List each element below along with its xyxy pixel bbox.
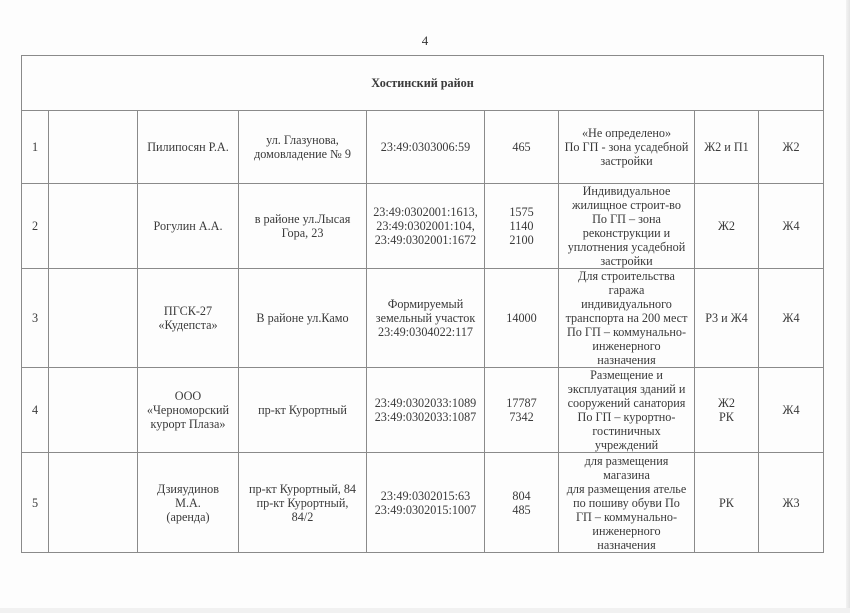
owner-line: Рогулин А.А.: [153, 219, 223, 233]
area-cell: [485, 368, 559, 453]
current-zone-line: РК: [719, 410, 734, 424]
area-line: 804: [512, 488, 531, 503]
owner-cell: [138, 184, 239, 269]
area-line: 465: [512, 140, 531, 154]
permitted-use-line: «Не определено»: [581, 126, 672, 140]
address-line: домовладение № 9: [254, 147, 351, 161]
owner-line: Дзияудинов: [157, 481, 219, 496]
address-line: Гора, 23: [281, 226, 324, 240]
permitted-use-line: магазина: [603, 467, 650, 482]
cadastral-number-line: 23:49:0302015:1007: [374, 502, 477, 517]
current-zone-line: Ж2 и П1: [704, 140, 749, 154]
area-line: 17787: [506, 396, 537, 410]
area-cell: [485, 111, 559, 184]
permitted-use-cell: [559, 184, 695, 269]
area-line: 14000: [506, 311, 537, 325]
address-cell: [239, 453, 367, 553]
district-title-row: [22, 56, 824, 111]
permitted-use-line: По ГП – коммунально-: [566, 325, 686, 339]
scan-edge-right: [846, 0, 850, 613]
proposed-zone-line: Ж4: [782, 219, 800, 233]
permitted-use-line: транспорта на 200 мест: [565, 311, 688, 325]
cadastral-number-line: земельный участок: [375, 311, 476, 325]
proposed-zone-cell: [759, 368, 824, 453]
area-cell: [485, 453, 559, 553]
proposed-zone-cell: [759, 269, 824, 368]
permitted-use-line: для размещения ателье: [566, 481, 687, 496]
row-number: 5: [22, 453, 49, 553]
permitted-use-line: реконструкции и: [582, 226, 671, 240]
owner-line: М.А.: [175, 495, 201, 510]
current-zone-line: Р3 и Ж4: [705, 311, 748, 325]
current-zone-cell: [695, 184, 759, 269]
current-zone-cell: [695, 269, 759, 368]
address-line: ул. Глазунова,: [266, 133, 339, 147]
area-line: 7342: [509, 410, 534, 424]
permitted-use-cell: [559, 269, 695, 368]
permitted-use-line: инженерного: [592, 339, 661, 353]
address-line: пр-кт Курортный: [258, 403, 347, 417]
row-number: 1: [22, 111, 49, 184]
empty-cell: [49, 269, 138, 368]
permitted-use-line: индивидуального: [581, 297, 672, 311]
owner-line: курорт Плаза»: [150, 417, 226, 431]
address-cell: [239, 368, 367, 453]
permitted-use-line: для размещения: [584, 453, 669, 468]
permitted-use-line: по пошиву обуви По: [573, 495, 680, 510]
owner-cell: [138, 453, 239, 553]
area-line: 485: [512, 502, 531, 517]
current-zone-cell: [695, 111, 759, 184]
permitted-use-cell: [559, 111, 695, 184]
owner-line: ООО: [174, 389, 202, 403]
table-row: [22, 111, 824, 184]
owner-line: «Кудепста»: [158, 318, 218, 332]
permitted-use-cell: [559, 368, 695, 453]
area-line: 1140: [509, 219, 534, 233]
owner-cell: [138, 368, 239, 453]
page-number: 4: [421, 33, 429, 48]
scan-edge-bottom: [0, 608, 850, 613]
permitted-use-line: эксплуатация зданий и: [567, 382, 686, 396]
permitted-use-line: гостиничных: [592, 424, 661, 438]
address-cell: [239, 269, 367, 368]
proposed-zone-line: Ж4: [782, 403, 800, 417]
proposed-zone-cell: [759, 453, 824, 553]
cadastral-number-line: 23:49:0302033:1087: [374, 410, 477, 424]
permitted-use-line: Размещение и: [590, 368, 663, 382]
land-plots-table: [21, 55, 824, 553]
owner-line: Пилипосян Р.А.: [147, 140, 229, 154]
permitted-use-line: По ГП – зона: [592, 212, 661, 226]
permitted-use-line: сооружений санатория: [567, 396, 686, 410]
current-zone-line: Ж2: [717, 219, 735, 233]
cadastral-number-line: 23:49:0303006:59: [380, 140, 471, 154]
empty-cell: [49, 111, 138, 184]
permitted-use-line: По ГП – курортно-: [577, 410, 676, 424]
cadastral-number-cell: [367, 269, 485, 368]
permitted-use-line: застройки: [600, 154, 653, 168]
cadastral-number-line: 23:49:0302001:1613,: [373, 205, 478, 219]
current-zone-line: РК: [719, 495, 734, 510]
table-row: [22, 453, 824, 553]
address-cell: [239, 184, 367, 269]
permitted-use-line: гаража: [608, 283, 645, 297]
row-number: 2: [22, 184, 49, 269]
cadastral-number-line: 23:49:0302001:104,: [376, 219, 475, 233]
address-line: пр-кт Курортный, 84: [248, 481, 357, 496]
area-cell: [485, 269, 559, 368]
proposed-zone-line: Ж3: [782, 495, 800, 510]
owner-cell: [138, 111, 239, 184]
empty-cell: [49, 368, 138, 453]
address-line: пр-кт Курортный,: [256, 495, 349, 510]
address-line: в районе ул.Лысая: [254, 212, 351, 226]
table-row: [22, 269, 824, 368]
permitted-use-cell: [559, 453, 695, 553]
permitted-use-line: назначения: [597, 353, 656, 367]
row-number: 4: [22, 368, 49, 453]
empty-cell: [49, 184, 138, 269]
owner-line: (аренда): [166, 509, 210, 524]
owner-line: «Черноморский: [146, 403, 230, 417]
cadastral-number-cell: [367, 368, 485, 453]
cadastral-number-cell: [367, 184, 485, 269]
proposed-zone-cell: [759, 184, 824, 269]
cadastral-number-line: 23:49:0304022:117: [377, 325, 474, 339]
table-row: [22, 368, 824, 453]
district-title: Хостинский район: [22, 56, 824, 111]
row-number: 3: [22, 269, 49, 368]
area-cell: [485, 184, 559, 269]
cadastral-number-line: Формируемый: [387, 297, 464, 311]
permitted-use-line: ГП – коммунально-: [575, 509, 678, 524]
cadastral-number-line: 23:49:0302033:1089: [374, 396, 477, 410]
proposed-zone-line: Ж2: [782, 140, 800, 154]
permitted-use-line: Для строительства: [578, 269, 675, 283]
permitted-use-line: назначения: [597, 537, 656, 552]
permitted-use-line: жилищное строит-во: [572, 198, 681, 212]
permitted-use-line: По ГП - зона усадебной: [564, 140, 689, 154]
area-line: 1575: [509, 205, 534, 219]
owner-cell: [138, 269, 239, 368]
current-zone-cell: [695, 453, 759, 553]
cadastral-number-line: 23:49:0302001:1672: [374, 233, 477, 247]
table-row: [22, 184, 824, 269]
address-cell: [239, 111, 367, 184]
permitted-use-line: Индивидуальное: [582, 184, 671, 198]
permitted-use-line: застройки: [600, 254, 653, 268]
cadastral-number-line: 23:49:0302015:63: [380, 488, 471, 503]
current-zone-line: Ж2: [717, 396, 735, 410]
permitted-use-line: уплотнения усадебной: [567, 240, 686, 254]
owner-line: ПГСК-27: [163, 304, 213, 318]
permitted-use-line: учреждений: [594, 438, 659, 452]
cadastral-number-cell: [367, 453, 485, 553]
empty-cell: [49, 453, 138, 553]
address-line: В районе ул.Камо: [256, 311, 349, 325]
current-zone-cell: [695, 368, 759, 453]
proposed-zone-line: Ж4: [782, 311, 800, 325]
cadastral-number-cell: [367, 111, 485, 184]
area-line: 2100: [509, 233, 534, 247]
permitted-use-line: инженерного: [592, 523, 661, 538]
address-line: 84/2: [291, 509, 314, 524]
proposed-zone-cell: [759, 111, 824, 184]
